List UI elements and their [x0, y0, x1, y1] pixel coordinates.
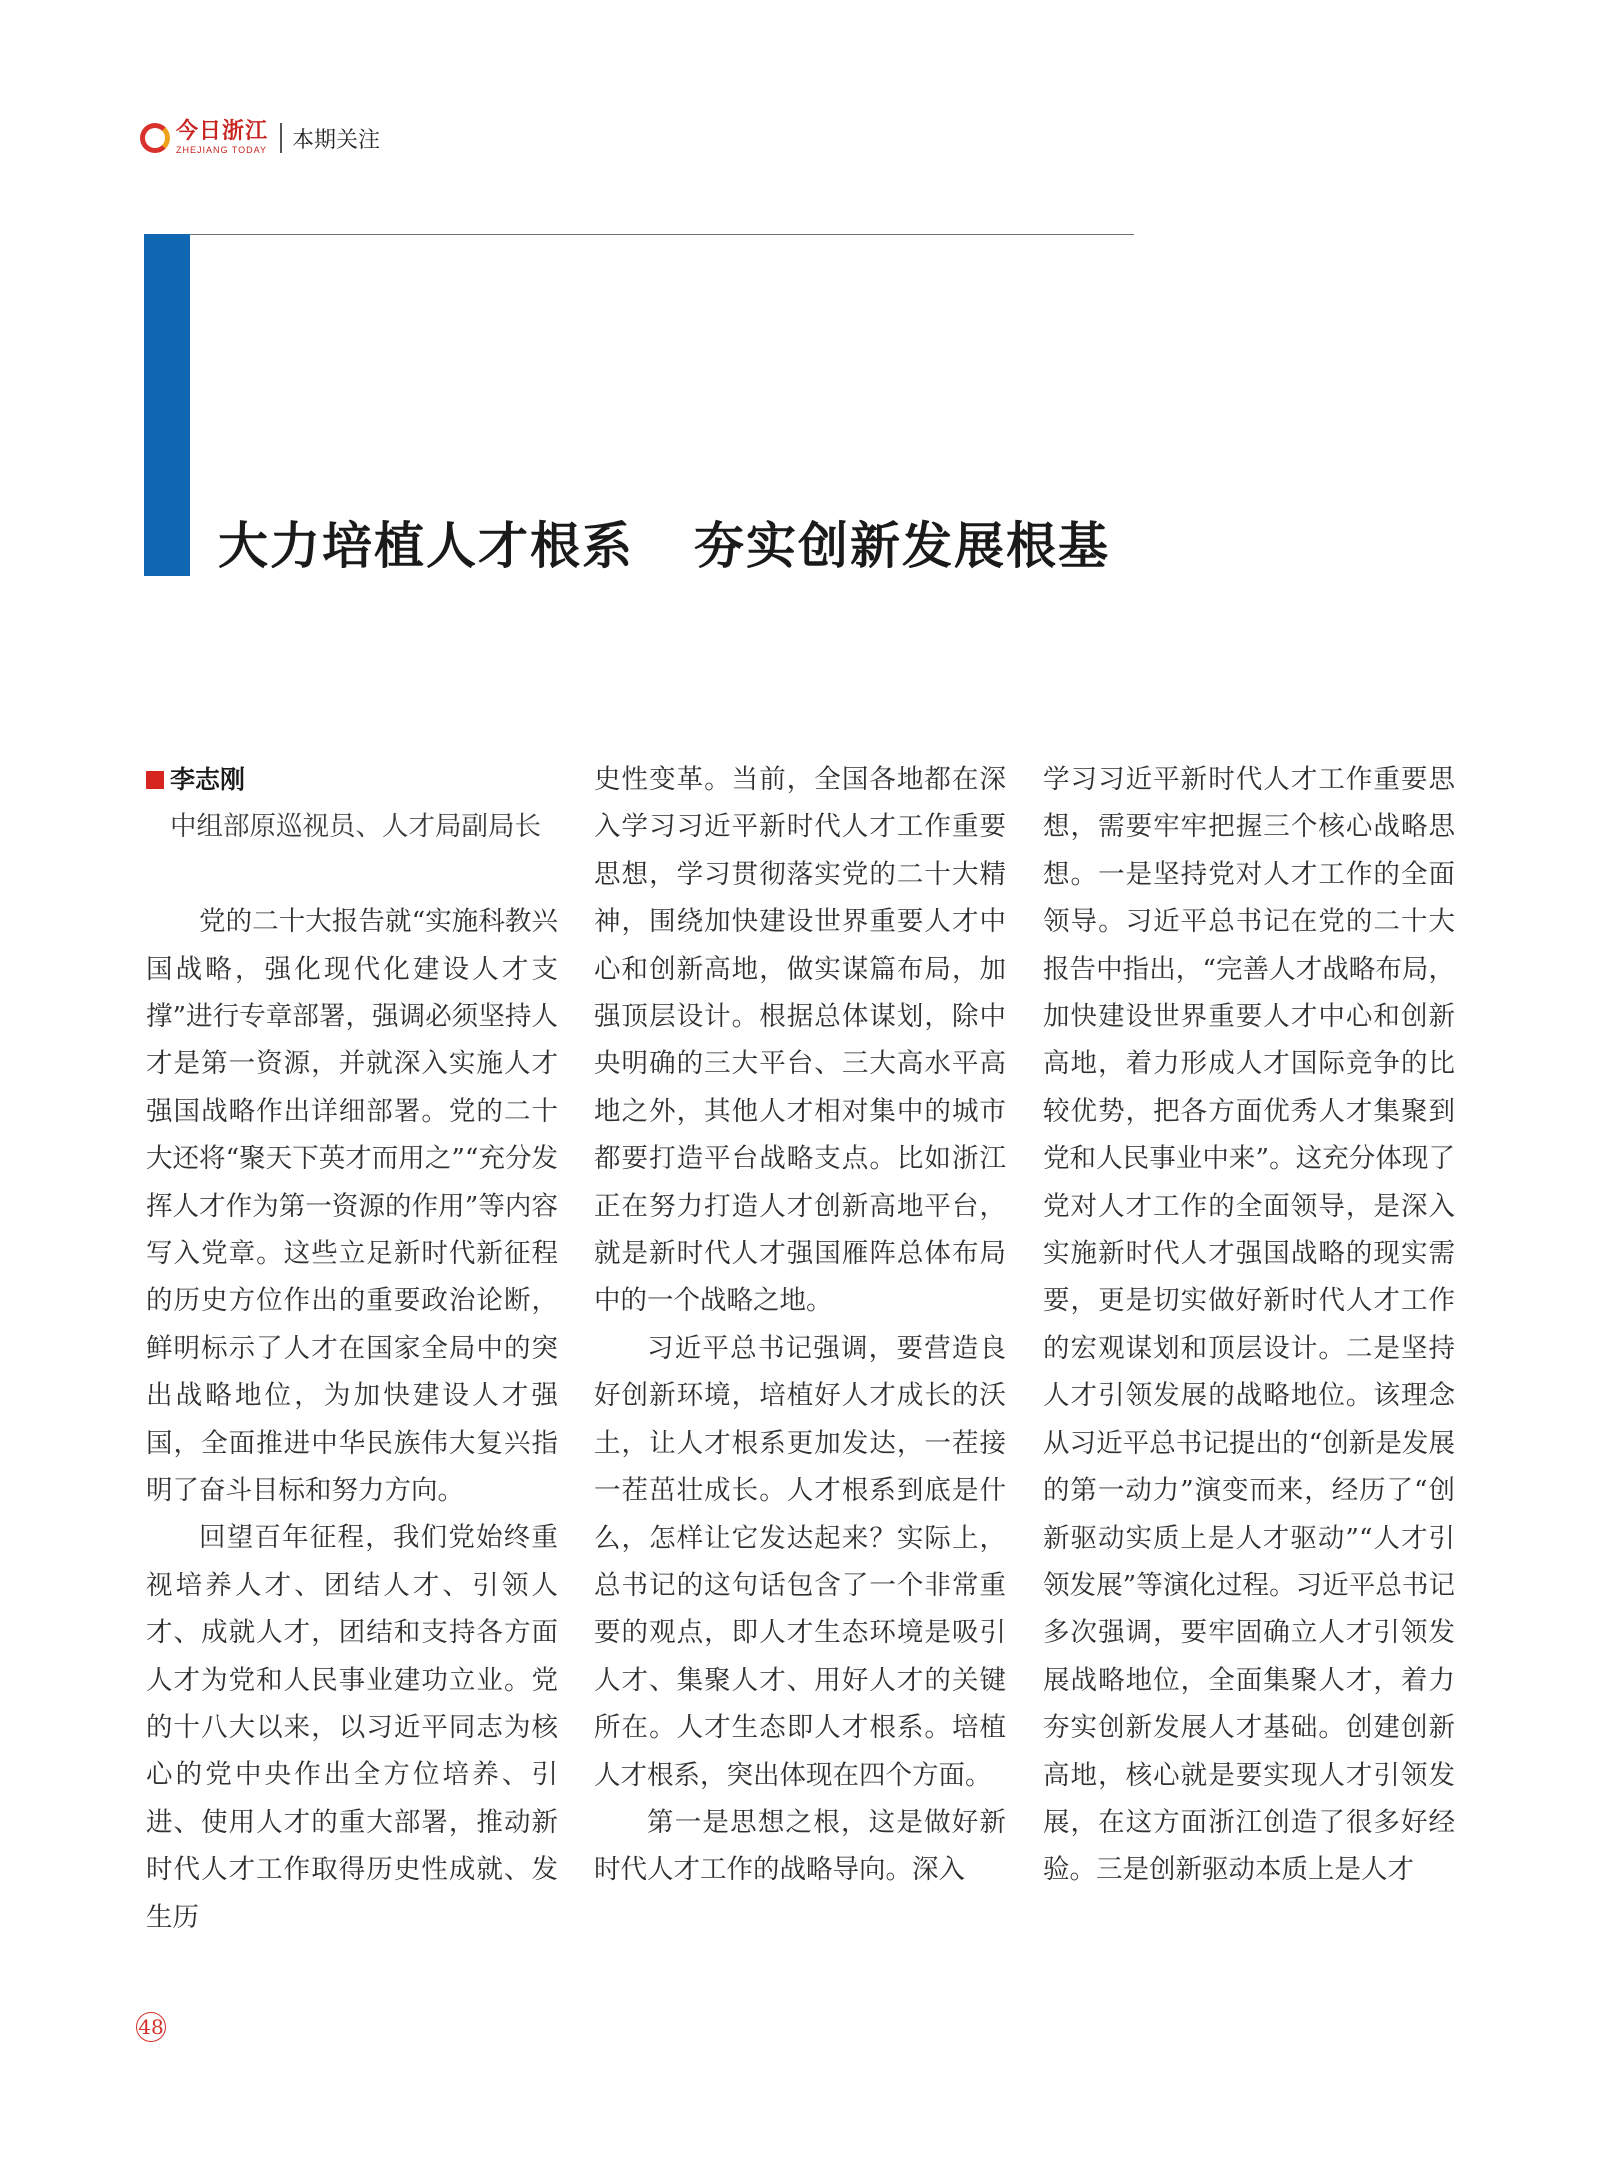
- title-top-rule: [190, 234, 1134, 235]
- logo-english: ZHEJIANG TODAY: [176, 145, 268, 155]
- text-column-3: [1043, 756, 1455, 1894]
- title-part-1: 大力培植人才根系: [218, 516, 634, 575]
- author-position: 中组部原巡视员、人才局副局长: [170, 811, 541, 843]
- paragraph-2: 回望百年征程，我们党始终重视培养人才、团结人才、引领人才、成就人才，团结和支持各方面人才为党和人民事业建功立业。党的十八大以来，以习近平同志为核心的党中央作出全方位培养、引进、使用人才的重大部署，推动新时代人才工作取得历史性成就、发生历: [146, 1522, 558, 1933]
- section-label: 本期关注: [292, 127, 381, 153]
- paragraph-3: 习近平总书记强调，要营造良好创新环境，培植好人才成长的沃土，让人才根系更加发达，一茬接一茬茁壮成长。人才根系到底是什么，怎样让它发达起来？实际上，总书记的这句话包含了一个非常重要的观点，即人才生态环境是吸引人才、集聚人才、用好人才的关键所在。人才生态即人才根系。培植人才根系，突出体现在四个方面。: [594, 1332, 1006, 1791]
- title-accent-bar: [144, 234, 190, 576]
- text-column-2: [594, 756, 1006, 1894]
- paragraph-4: 第一是思想之根，这是做好新时代人才工作的战略导向。深入: [594, 1806, 1006, 1886]
- header-divider: [280, 123, 282, 153]
- page-number: 48: [136, 2012, 166, 2042]
- author-byline: [146, 756, 558, 803]
- logo-chinese: 今日浙江: [176, 119, 269, 144]
- page-header: [140, 118, 380, 158]
- text-column-1: [146, 756, 558, 1941]
- logo-text: [176, 121, 268, 155]
- paragraph-2-continued: 史性变革。当前，全国各地都在深入学习习近平新时代人才工作重要思想，学习贯彻落实党的二十大精神，围绕加快建设世界重要人才中心和创新高地，做实谋篇布局，加强顶层设计。根据总体谋划，除中央明确的三大平台、三大高水平高地之外，其他人才相对集中的城市都要打造平台战略支点。比如浙江正在努力打造人才创新高地平台，就是新时代人才强国雁阵总体布局中的一个战略之地。: [594, 764, 1006, 1317]
- author-marker-icon: [146, 771, 164, 789]
- article-title: [218, 506, 1110, 578]
- author-name: 李志刚: [170, 765, 246, 794]
- paragraph-1: 党的二十大报告就“实施科教兴国战略，强化现代化建设人才支撑”进行专章部署，强调必须坚持人才是第一资源，并就深入实施人才强国战略作出详细部署。党的二十大还将“聚天下英才而用之”“充分发挥人才作为第一资源的作用”等内容写入党章。这些立足新时代新征程的历史方位作出的重要政治论断，鲜明标示了人才在国家全局中的突出战略地位，为加快建设人才强国，全面推进中华民族伟大复兴指明了奋斗目标和努力方向。: [146, 906, 558, 1507]
- logo-emblem-icon: [140, 123, 170, 153]
- paragraph-4-continued: 学习习近平新时代人才工作重要思想，需要牢牢把握三个核心战略思想。一是坚持党对人才工作的全面领导。习近平总书记在党的二十大报告中指出，“完善人才战略布局，加快建设世界重要人才中心和创新高地，着力形成人才国际竞争的比较优势，把各方面优秀人才集聚到党和人民事业中来”。这充分体现了党对人才工作的全面领导，是深入实施新时代人才强国战略的现实需要，更是切实做好新时代人才工作的宏观谋划和顶层设计。二是坚持人才引领发展的战略地位。该理念从习近平总书记提出的“创新是发展的第一动力”演变而来，经历了“创新驱动实质上是人才驱动”“人才引领发展”等演化过程。习近平总书记多次强调，要牢固确立人才引领发展战略地位，全面集聚人才，着力夯实创新发展人才基础。创建创新高地，核心就是要实现人才引领发展，在这方面浙江创造了很多好经验。三是创新驱动本质上是人才: [1043, 764, 1455, 1886]
- magazine-logo: [140, 121, 268, 155]
- title-part-2: 夯实创新发展根基: [694, 516, 1110, 575]
